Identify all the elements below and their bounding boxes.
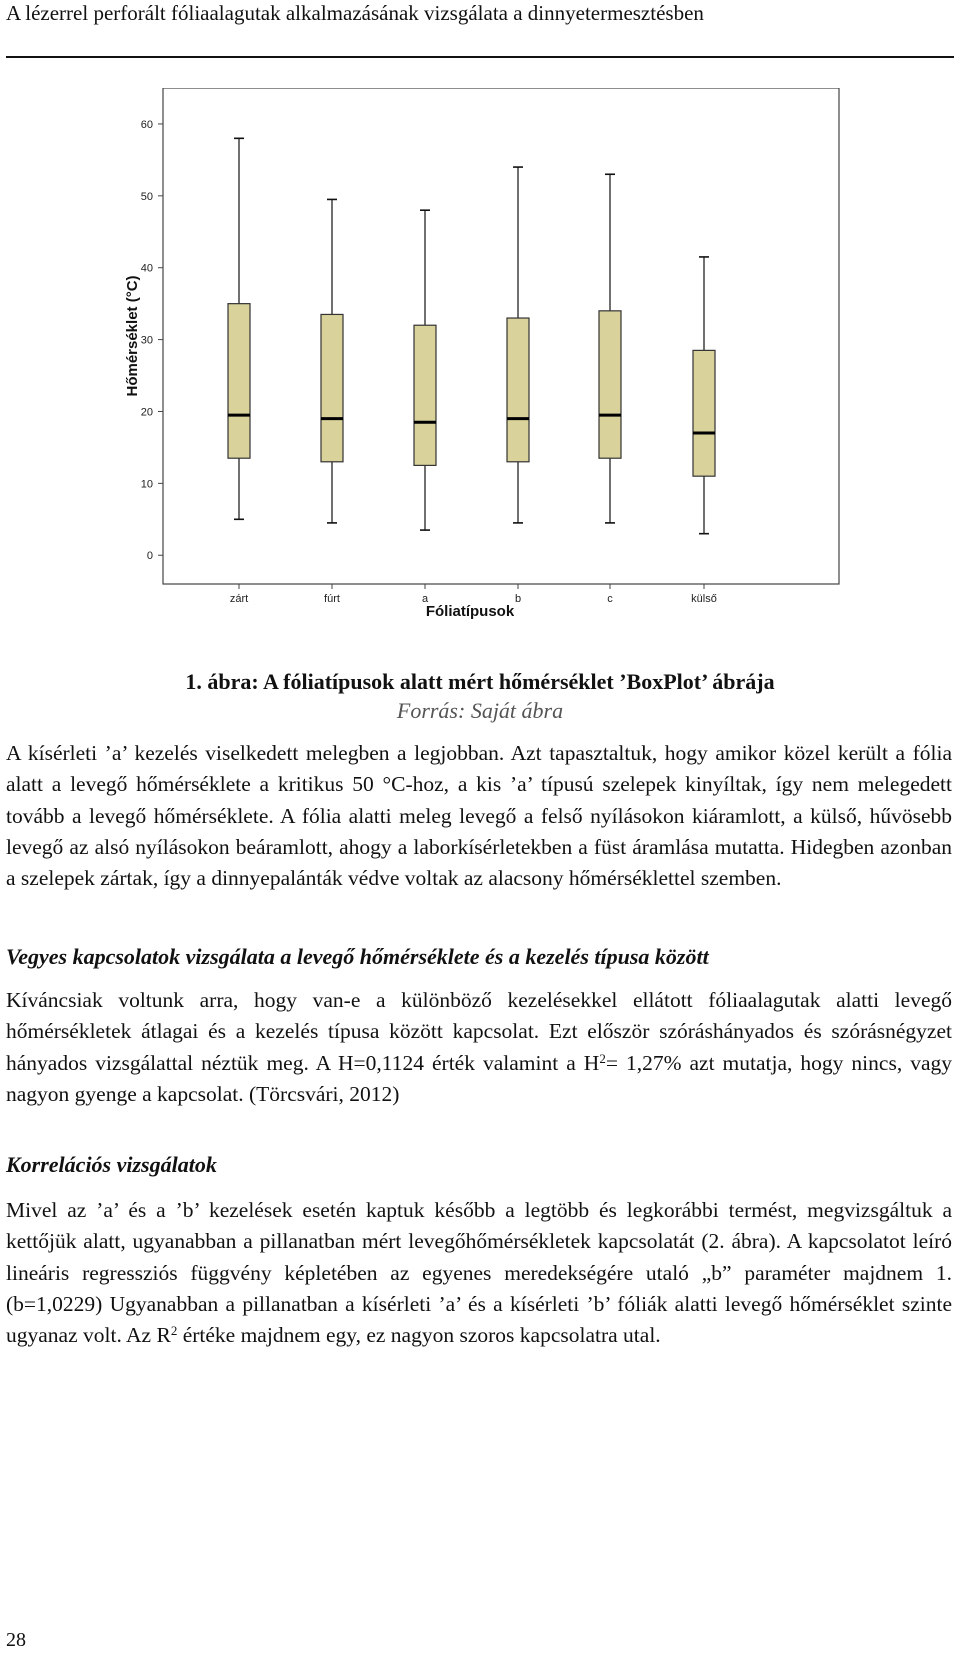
plot-frame <box>163 88 839 584</box>
paragraph-3-text-b: értéke majdnem egy, ez nagyon szoros kapcsolatra utal. <box>177 1323 661 1348</box>
section-heading-mixed-relations: Vegyes kapcsolatok vizsgálata a levegő hőmérséklete és a kezelés típusa között <box>6 944 709 969</box>
superscript-2: 2 <box>170 1323 178 1339</box>
iqr-box <box>228 304 250 459</box>
paragraph-3-text-a: Mivel az ’a’ és a ’b’ kezelések esetén kaptuk később a legtöbb és legkorábbi termést, megvizsgáltuk a kettőjük alatt, ugyanabban a pillanatban mért levegőhőmérsékletek kapcsolatát (2. ábra). A kapcsolatot leíró lineáris regressziós függvény képletében az egyenes meredekségére utaló „b” paraméter majdnem 1. (b=1,0229) Ugyanabban a pillanatban a kísérleti ’a’ és a kísérleti ’b’ fóliák alatti levegő hőmérséklet szinte ugyanaz volt. Az R <box>6 1198 952 1348</box>
page-number: 28 <box>6 1629 26 1651</box>
x-tick-label: külső <box>691 593 717 605</box>
paragraph-2-text-b: = 1,27% azt mutatja, hogy nincs, vagy nagyon gyenge a kapcsolat. (Törcsvári, 2012) <box>6 1050 952 1106</box>
iqr-box <box>321 314 343 461</box>
iqr-box <box>693 350 715 476</box>
y-tick-label: 30 <box>140 334 153 347</box>
section-heading-correlation: Korrelációs vizsgálatok <box>6 1152 217 1177</box>
figure-caption: 1. ábra: A fóliatípusok alatt mért hőmérséklet ’BoxPlot’ ábrája <box>185 669 775 694</box>
y-tick-label: 60 <box>140 118 153 131</box>
x-tick-label: a <box>421 593 429 605</box>
header-rule <box>6 56 954 58</box>
iqr-box <box>507 318 529 462</box>
x-tick-label: b <box>514 593 522 605</box>
paragraph-2-text-a: Kíváncsiak voltunk arra, hogy van-e a különböző kezelésekkel ellátott fóliaalagutak alatti levegő hőmérsékletek átlagai és a kezelés típusa között kapcsolat. Ezt először szóráshányados és szórásnégyzet hányados vizsgálattal néztük meg. A H=0,1124 érték valamint a H <box>6 988 952 1075</box>
x-tick-label: c <box>607 593 613 605</box>
x-axis-label: Fóliatípusok <box>425 603 515 620</box>
running-header: A lézerrel perforált fóliaalagutak alkalmazásának vizsgálata a dinnyetermesztésben <box>6 1 704 25</box>
y-tick-label: 10 <box>140 478 153 491</box>
x-tick-label: fúrt <box>324 593 340 605</box>
y-axis-label: Hőmérséklet (°C) <box>124 275 141 397</box>
iqr-box <box>599 311 621 458</box>
y-tick-label: 50 <box>140 190 153 203</box>
superscript-2: 2 <box>599 1050 606 1066</box>
paragraph-1: A kísérleti ’a’ kezelés viselkedett melegben a legjobban. Azt tapasztaltuk, hogy amikor közel került a fólia alatt a levegő hőmérséklete a kritikus 50 °C-hoz, a kis ’a’ típusú szelepek kinyíltak, így nem melegedett tovább a levegő hőmérséklete. A fólia alatti meleg levegő a felső nyílásokon kiáramlott, a külső, hűvösebb levegő az alsó nyílásokon beáramlott, ahogy a laborkísérletekben a füst áramlása mutatta. Hidegben azonban a szelepek zártak, így a dinnyepalánták védve voltak az alacsony hőmérséklettel szemben. <box>6 741 952 891</box>
boxplot-chart <box>120 88 840 670</box>
paragraph-3 <box>6 1195 952 1351</box>
iqr-box <box>414 325 436 465</box>
x-tick-label: zárt <box>229 593 249 605</box>
y-tick-label: 0 <box>146 550 153 563</box>
figure-source: Forrás: Saját ábra <box>396 698 564 723</box>
paragraph-2 <box>6 985 952 1110</box>
y-tick-label: 40 <box>140 262 153 275</box>
boxplot-figure <box>120 88 840 670</box>
y-tick-label: 20 <box>140 406 153 419</box>
